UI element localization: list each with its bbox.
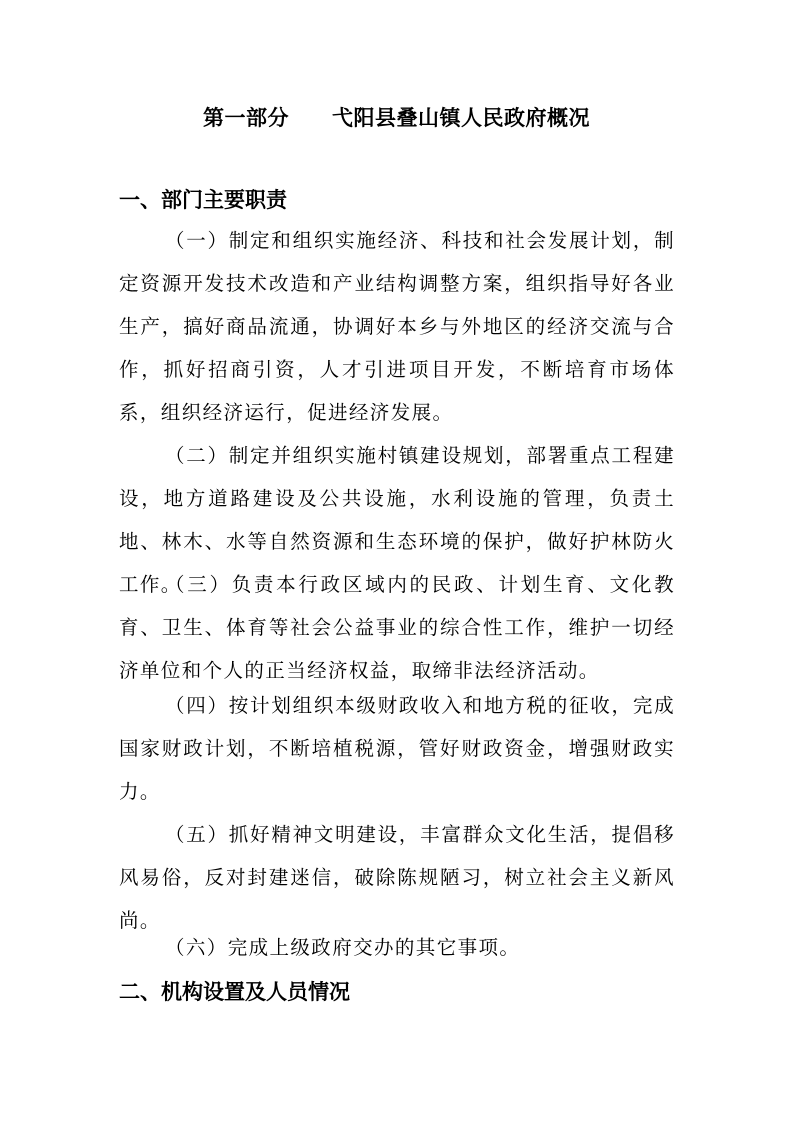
paragraph-duty-1: （一）制定和组织实施经济、科技和社会发展计划，制定资源开发技术改造和产业结构调整方案，组织指导好各业生产，搞好商品流通，协调好本乡与外地区的经济交流与合作，抓好招商引资，人才引进项目开发，不断培育市场体系，组织经济运行，促进经济发展。 — [119, 229, 675, 424]
paragraph-duty-5: （五）抓好精神文明建设，丰富群众文化生活，提倡移风易俗，反对封建迷信，破除陈规陋习，树立社会主义新风尚。 — [119, 823, 675, 932]
section-heading-duties: 一、部门主要职责 — [119, 187, 287, 212]
paragraph-duty-3: （三）负责本行政区域内的民政、计划生育、文化教育、卫生、体育等社会公益事业的综合性工作，维护一切经济单位和个人的正当经济权益，取缔非法经济活动。 — [119, 573, 675, 682]
document-title: 第一部分 弋阳县叠山镇人民政府概况 — [203, 105, 590, 130]
paragraph-duty-4: （四）按计划组织本级财政收入和地方税的征收，完成国家财政计划，不断培植税源，管好财政资金，增强财政实力。 — [119, 694, 675, 803]
section-heading-organization: 二、机构设置及人员情况 — [119, 979, 350, 1004]
paragraph-duty-6: （六）完成上级政府交办的其它事项。 — [165, 936, 521, 959]
paragraph-duty-2: （二）制定并组织实施村镇建设规划，部署重点工程建设，地方道路建设及公共设施，水利设施的管理，负责土地、林木、水等自然资源和生态环境的保护，做好护林防火工作。 — [119, 444, 675, 596]
